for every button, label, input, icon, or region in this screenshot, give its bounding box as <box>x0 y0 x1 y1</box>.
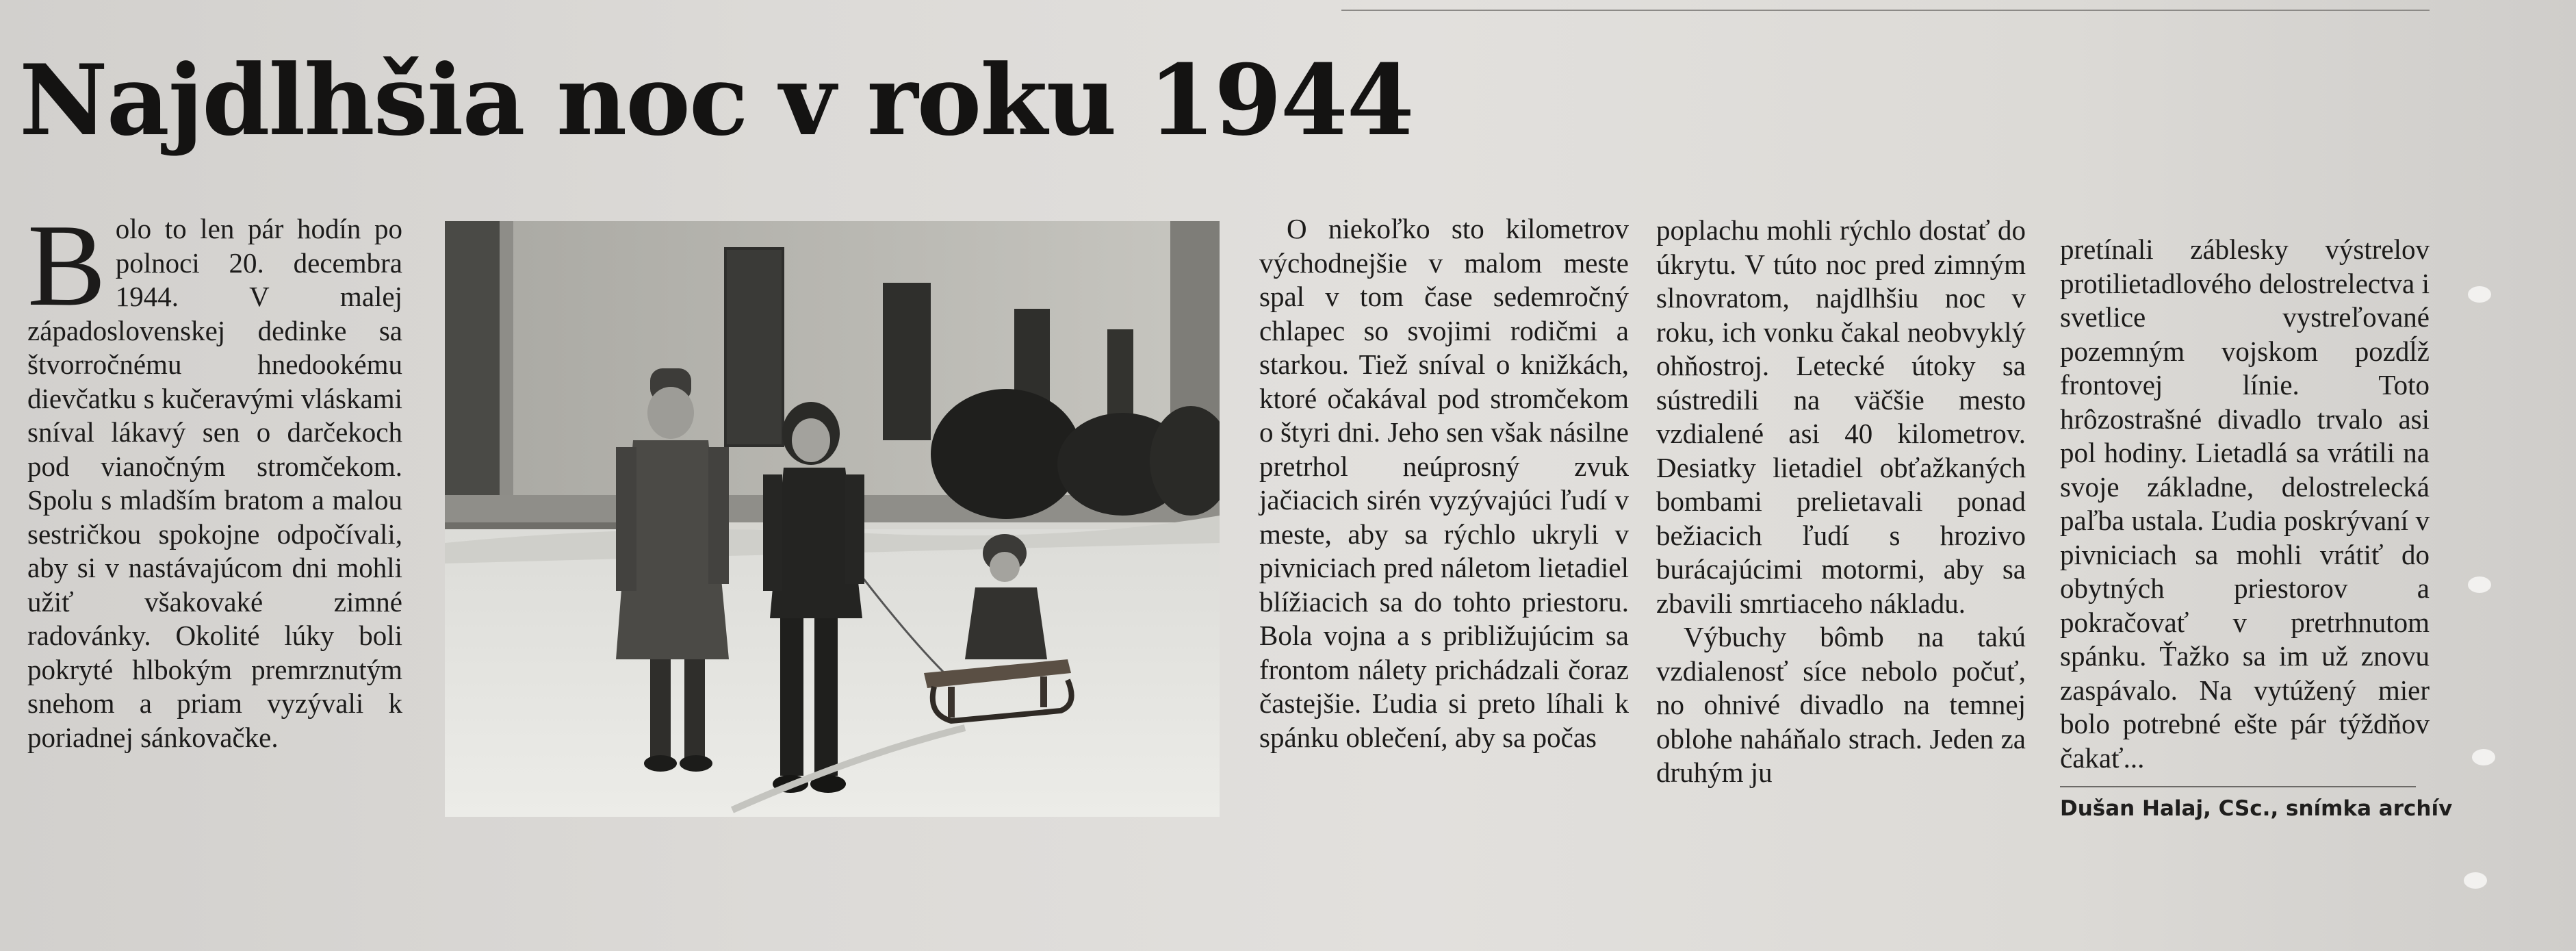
punch-hole <box>2468 576 2491 593</box>
archive-photo-children-with-sled <box>445 221 1220 817</box>
top-rule <box>1341 10 2430 11</box>
article-column-2 <box>1259 212 1629 755</box>
column-4-text: pretínali záblesky výstrelov protilietadlového delostrelectva i svetlice vystreľované pozemným vojskom pozdĺž frontovej línie. Toto hrôzostrašné divadlo trvalo asi pol hodiny. Lietadlá sa vrátili na svoje základne, delostrelecká paľba ustala. Ľudia poskrývaní v pivniciach sa mohli vrátiť do obytných priestorov a pokračovať v pretrhnutom spánku. Ťažko sa im už znovu zaspávalo. Na vytúžený mier bolo potrebné ešte pár týždňov čakať... <box>2060 233 2430 774</box>
article-column-4 <box>2060 233 2430 775</box>
punch-hole <box>2468 286 2491 303</box>
signature-rule <box>2060 786 2416 787</box>
column-2-text: O niekoľko sto kilometrov východnejšie v malom meste spal v tom čase sedemročný chlapec so svojimi rodičmi a starkou. Tiež sníval o knižkách, ktoré očakával pod stromčekom o štyri dni. Jeho sen však násilne pretrhol neúprosný zvuk jačiacich sirén vyzývajúci ľudí v meste, aby sa rýchlo ukryli v pivniciach pred náletom lietadiel blížiacich sa do tohto priestoru. Bola vojna a s približujúcim sa frontom nálety prichádzali čoraz častejšie. Ľudia si preto líhali k spánku oblečení, aby sa počas <box>1259 213 1629 753</box>
article-headline: Najdlhšia noc v roku 1944 <box>19 44 1413 157</box>
column-3-paragraph-2: Výbuchy bômb na takú vzdialenosť síce nebolo počuť, no ohnivé divadlo na temnej oblohe naháňalo strach. Jeden za druhým ju <box>1656 621 2026 788</box>
author-signature: Dušan Halaj, CSc., snímka archív <box>2060 796 2453 821</box>
column-3-paragraph-1: poplachu mohli rýchlo dostať do úkrytu. V túto noc pred zimným slnovratom, najdlhšiu noc v roku, ich vonku čakal neobvyklý ohňostroj. Letecké útoky sa sústredili na väčšie mesto vzdialené asi 40 kilometrov. Desiatky lietadiel obťažkaných bombami prelietavali ponad bežiacich ľudí s hrozivo burácajúcimi motormi, aby sa zbavili smrtiaceho nákladu. <box>1656 214 2026 619</box>
column-1-text: olo to len pár hodín po polnoci 20. decembra 1944. V malej západoslovenskej dedinke sa štvorročnému hnedookému dievčatku s kučeravými vláskami sníval lákavý sen o darčekoch pod vianočným stromčekom. Spolu s mladším bratom a malou sestričkou spokojne odpočívali, aby si v nastávajúcom dni mohli užiť všakovaké zimné radovánky. Okolité lúky boli pokryté hlbokým premrznutým snehom a priam vyzývali k poriadnej sánkovačke. <box>27 213 402 753</box>
punch-hole <box>2464 872 2487 889</box>
drop-cap: B <box>27 201 106 331</box>
article-column-1 <box>27 201 402 755</box>
article-column-3 <box>1656 214 2026 790</box>
punch-hole <box>2472 749 2495 765</box>
